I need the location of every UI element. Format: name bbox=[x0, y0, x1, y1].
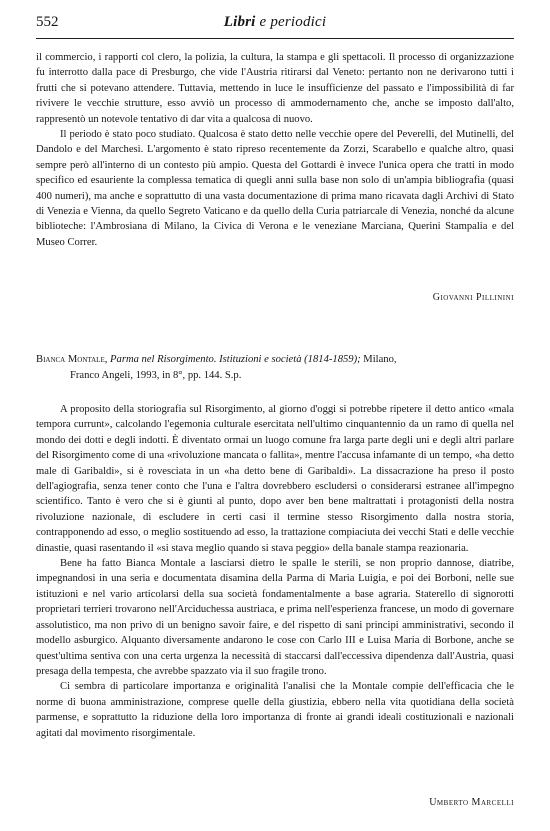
review1-body bbox=[36, 50, 514, 250]
running-title-bold: Libri bbox=[223, 14, 256, 30]
review1-paragraph-1: il commercio, i rapporti col clero, la polizia, la cultura, la stampa e gli spettacoli. Il processo di organizzazione fu interrotto dalla pace di Presburgo, che vide l'Austria ritirarsi dal Veneto: pertanto non ne derivarono tutti i frutti che si potevano attendere. Tuttavia, mettendo in luce le insufficienze del passato e l'impossibilità di far rivivere le vecchie strutture, esso avviò un processo di ammodernamento che, anche se imposto dall'alto, rappresentò un notevole tentativo di dar vita a qualcosa di nuovo. bbox=[36, 52, 514, 125]
citation-author: Bianca Montale, bbox=[36, 354, 108, 365]
running-title-rest: e periodici bbox=[255, 14, 327, 30]
review2-paragraph-3: Ci sembra di particolare importanza e originalità l'analisi che la Montale compie dell'efficacia che le norme di buona amministrazione, comprese quelle della giustizia, ebbero nella vita quotidiana della società parmense, e soprattutto la riduzione della loro importanza di fronte ai grandi ideali costituzionali e nazionali agitati dal movimento risorgimentale. bbox=[36, 681, 514, 739]
review1-paragraph-2: Il periodo è stato poco studiato. Qualcosa è stato detto nelle vecchie opere del Peverelli, del Mutinelli, del Dandolo e del Marchesi. L'argomento è stato ripreso recentemente da Zorzi, Scarabello e qualche altro, quasi sempre però all'interno di un contesto più ampio. Questa del Gottardi è invece l'unica opera che tratti in modo specifico ed esauriente la complessa tematica di quegli anni sulla base non solo di un'ampia bibliografia (quasi 400 numeri), ma anche e soprattutto di una vasta documentazione di prima mano ricavata dagli Archivi di Stato di Venezia e Vienna, da quello Segreto Vaticano e da quello della Curia patriarcale di Venezia, nonché da alcune biblioteche: l'Ambrosiana di Milano, la Civica di Verona e le veneziane Marciana, Querini Stampalia e del Museo Correr. bbox=[36, 129, 514, 248]
review2-signature: Umberto Marcelli bbox=[429, 797, 514, 808]
review2-paragraph-2: Bene ha fatto Bianca Montale a lasciarsi dietro le spalle le sterili, se non proprio dannose, diatribe, impegnandosi in una seria e documentata disamina della Parma di Maria Luigia, e poi dei Borboni, nelle sue istituzioni e nel vario articolarsi della sua società fondamentalmente a base agraria. Staterello di signorotti proprietari terrieri trovarono nell'Arciduchessa austriaca, e prima nell'esperienza francese, un modo di governare assolutistico, ma non privo di un benigno savoir faire, e del rispetto di sani principi amministrativi, secondo il modello asburgico. Alquanto diversamente andarono le cose con Carlo III e Luisa Maria di Borbone, anche se quest'ultima sentiva con una certa urgenza la necessità di staccarsi dall'eccessiva dipendenza dall'Austria, quasi presaga della tempesta, che avrebbe spazzato via il suo fragile trono. bbox=[36, 558, 514, 677]
page-number: 552 bbox=[36, 14, 59, 30]
citation-publisher: Franco Angeli, 1993, in 8°, pp. 144. S.p. bbox=[70, 369, 242, 381]
header-rule bbox=[36, 38, 514, 39]
citation-place: Milano, bbox=[363, 354, 397, 365]
review2-citation bbox=[36, 352, 514, 383]
review2-body bbox=[36, 402, 514, 741]
review2-paragraph-1: A proposito della storiografia sul Risorgimento, al giorno d'oggi si potrebbe ripetere il detto antico «mala tempora currunt», calcolando l'egemonia culturale esercitata nell'ultimo cinquantennio da un ramo di quella nel mondo dei dotti e degli indotti. È diventato ormai un luogo comune fra larga parte degli uni e degli altri parlare del Risorgimento come di una «rivoluzione mancata o fallita», mentre l'accusa infamante di un tempo, «ha detto male di Garibaldi», si è rovesciata in un «ha detto bene di Garibaldi». La dissacrazione ha preso il posto dell'agiografia, senza tener conto che l'una e l'altra dovrebbero escludersi o considerarsi estranee all'impegno scientifico. Tanto è vero che si è giunti al punto, dopo aver ben bene maltrattati i protagonisti della nostra rivoluzione nazionale, di escludere in certi casi il termine stesso Risorgimento dalla nostra storia, contrapponendo ad esso, o meglio sostituendo ad esso, la trattazione compiaciuta dei vecchi Stati e delle vecchie dinastie, quasi rasentando il «si stava meglio quando si stava peggio» della banale stampa reazionaria. bbox=[36, 404, 514, 554]
review1-signature: Giovanni Pillinini bbox=[432, 292, 514, 303]
running-header bbox=[36, 14, 514, 36]
running-title bbox=[36, 14, 514, 31]
citation-title: Parma nel Risorgimento. Istituzioni e società (1814-1859); bbox=[110, 354, 361, 365]
